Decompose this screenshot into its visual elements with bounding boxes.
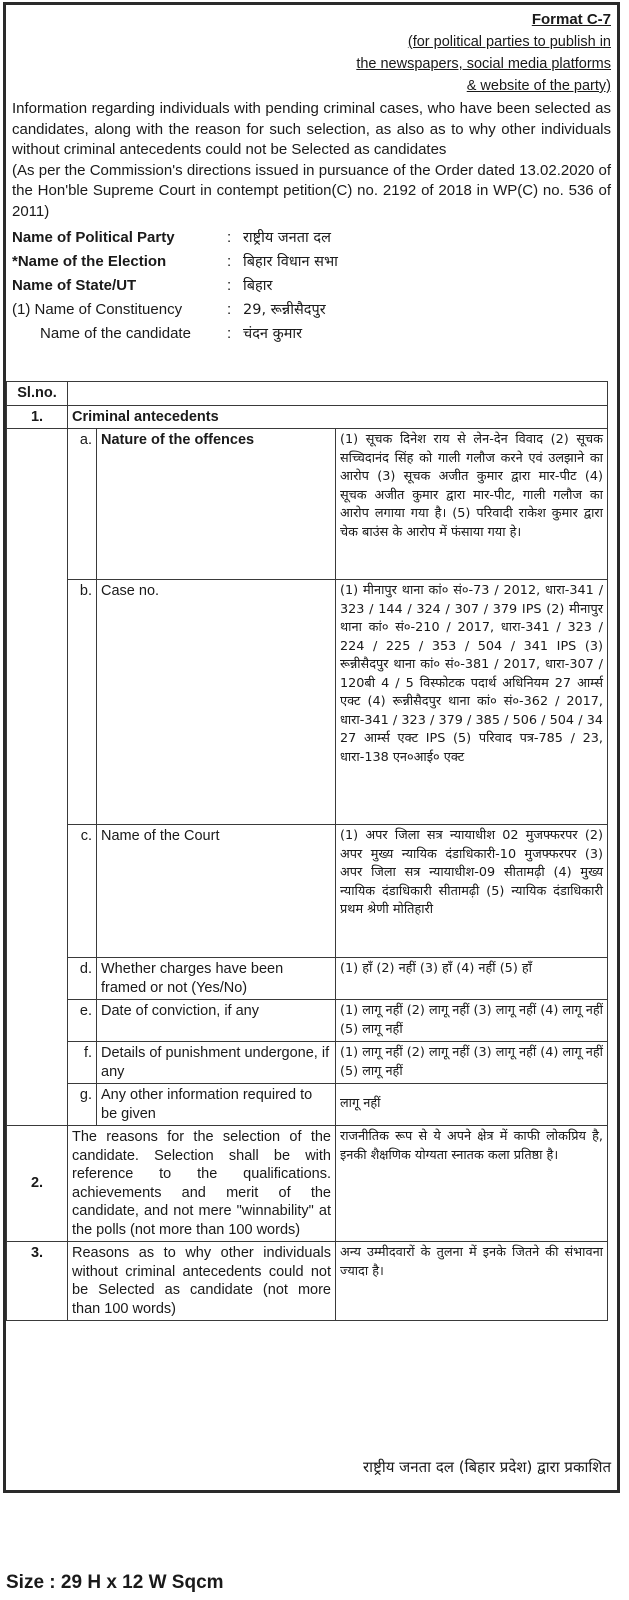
row-question: Any other information required to be given — [97, 1084, 336, 1126]
section-3-answer: अन्य उम्मीदवारों के तुलना में इनके जितने की संभावना ज्यादा है। — [336, 1242, 608, 1321]
colon: : — [227, 325, 232, 342]
subtitle-line: & website of the party) — [466, 78, 611, 94]
colon: : — [227, 253, 232, 270]
empty-sl-cell — [7, 429, 68, 1126]
row-answer: (1) अपर जिला सत्र न्यायाधीश 02 मुजफ्फरपर (2) अपर मुख्य न्यायिक दंडाधिकारी-10 मुजफ्फरपर (3) अपर जिला सत्र न्यायाधीश-09 सीतामढ़ी (4) मुख्य न्यायिक दंडाधिकारी सीतामढ़ी (5) न्यायिक दंडाधिकारी प्रथम श्रेणी मोतिहारी — [336, 825, 608, 958]
row-question: Nature of the offences — [97, 429, 336, 580]
header — [6, 9, 617, 97]
colon: : — [227, 277, 232, 294]
row-question: Case no. — [97, 580, 336, 825]
row-answer: (1) लागू नहीं (2) लागू नहीं (3) लागू नहीं (4) लागू नहीं (5) लागू नहीं — [336, 1042, 608, 1084]
row-answer: लागू नहीं — [336, 1084, 608, 1126]
row-answer: (1) सूचक दिनेश राय से लेन-देन विवाद (2) सूचक सच्चिदानंद सिंह को गाली गलौज करने एवं उलझाने का आरोप (3) सूचक अजीत कुमार द्वारा मार-पीट (4) सूचक अजीत कुमार द्वारा मार-पीट, गाली गलौज का आरोप लगाया गया है। (5) परिवादी राकेश कुमार द्वारा चेक बाउंस के आरोप में फंसाया गया हे। — [336, 429, 608, 580]
row-question: Whether charges have been framed or not (Yes/No) — [97, 958, 336, 1000]
party-label: Name of Political Party — [12, 229, 175, 246]
published-by: राष्ट्रीय जनता दल (बिहार प्रदेश) द्वारा प्रकाशित — [363, 1458, 611, 1476]
candidate-label: Name of the candidate — [40, 325, 191, 342]
election-label: *Name of the Election — [12, 253, 167, 270]
section-2-row — [7, 1126, 608, 1242]
row-letter: e. — [68, 1000, 97, 1042]
section-number: 3. — [7, 1242, 68, 1321]
row-question: Details of punishment undergone, if any — [97, 1042, 336, 1084]
table-header-row — [7, 382, 608, 406]
directions-text: (As per the Commission's directions issued in pursuance of the Order dated 13.02.2020 of the Hon'ble Supreme Court in contempt petition(C) no. 2192 of 2018 in WP(C) no. 536 of 2011) — [12, 161, 611, 220]
subtitle-line: (for political parties to publish in — [407, 34, 611, 50]
section-3-question: Reasons as to why other individuals without criminal antecedents could not be Selected as candidate (not more than 100 words) — [68, 1242, 336, 1321]
table-row — [7, 580, 608, 825]
slno-header: Sl.no. — [7, 382, 68, 406]
row-letter: g. — [68, 1084, 97, 1126]
format-title: Format C-7 — [531, 11, 611, 28]
table-row — [7, 1042, 608, 1084]
section-number: 1. — [7, 405, 68, 429]
section-2-answer: राजनीतिक रूप से ये अपने क्षेत्र में काफी लोकप्रिय है, इनकी शैक्षणिक योग्यता स्नातक कला प्रतिष्ठा है। — [336, 1126, 608, 1242]
constituency-row — [12, 298, 611, 322]
colon: : — [227, 301, 232, 318]
row-answer: (1) लागू नहीं (2) लागू नहीं (3) लागू नहीं (4) लागू नहीं (5) लागू नहीं — [336, 1000, 608, 1042]
candidate-row — [12, 322, 611, 346]
section-2-question: The reasons for the selection of the candidate. Selection shall be with reference to the qualifications. achievements and merit of the candidate, and not mere "winnability" at the polls (not more than 100 words) — [68, 1126, 336, 1242]
row-letter: a. — [68, 429, 97, 580]
section-number: 2. — [7, 1126, 68, 1242]
candidate-value: चंदन कुमार — [243, 326, 303, 342]
row-letter: d. — [68, 958, 97, 1000]
row-answer: (1) हाँ (2) नहीं (3) हाँ (4) नहीं (5) हाँ — [336, 958, 608, 1000]
table-row — [7, 1000, 608, 1042]
row-question: Date of conviction, if any — [97, 1000, 336, 1042]
table-row — [7, 429, 608, 580]
state-value: बिहार — [243, 278, 273, 294]
party-value: राष्ट्रीय जनता दल — [243, 230, 331, 246]
subtitle-line: the newspapers, social media platforms — [356, 56, 611, 72]
row-answer: (1) मीनापुर थाना कां० सं०-73 / 2012, धारा-341 / 323 / 144 / 324 / 307 / 379 IPS (2) मीनापुर थाना कां० सं०-210 / 2017, धारा-341 / 323 / 224 / 225 / 353 / 504 / 341 IPS (3) रून्नीसैदपुर थाना कां० सं०-381 / 2017, धारा-307 / 120बी 4 / 5 विस्फोटक पदार्थ अधिनियम 27 आर्म्स एक्ट (4) रून्नीसैदपुर थाना कां० सं०-362 / 2017, धारा-341 / 323 / 379 / 385 / 506 / 504 / 34 27 आर्म्स एक्ट IPS (5) परिवाद पत्र-785 / 23, धारा-138 एन०आई० एक्ट — [336, 580, 608, 825]
row-letter: f. — [68, 1042, 97, 1084]
election-row — [12, 250, 611, 274]
table-row — [7, 825, 608, 958]
section-title: Criminal antecedents — [68, 405, 608, 429]
table-row — [7, 1084, 608, 1126]
intro-text: Information regarding individuals with pending criminal cases, who have been selected as candidates, along with the reason for such selection, as also as to why other individuals without criminal antecedents could not be Selected as candidates — [12, 100, 611, 158]
constituency-value: 29, रून्नीसैदपुर — [243, 302, 326, 318]
colon: : — [227, 229, 232, 246]
meta-block — [6, 222, 617, 346]
row-question: Name of the Court — [97, 825, 336, 958]
election-value: बिहार विधान सभा — [243, 254, 338, 270]
disclosure-table — [6, 381, 608, 1321]
party-row — [12, 226, 611, 250]
section-3-row — [7, 1242, 608, 1321]
constituency-label: (1) Name of Constituency — [12, 301, 183, 318]
size-note: Size : 29 H x 12 W Sqcm — [6, 1572, 224, 1593]
section-1-row — [7, 405, 608, 429]
row-letter: c. — [68, 825, 97, 958]
state-row — [12, 274, 611, 298]
header-empty-cell — [68, 382, 608, 406]
row-letter: b. — [68, 580, 97, 825]
state-label: Name of State/UT — [12, 277, 137, 294]
table-row — [7, 958, 608, 1000]
